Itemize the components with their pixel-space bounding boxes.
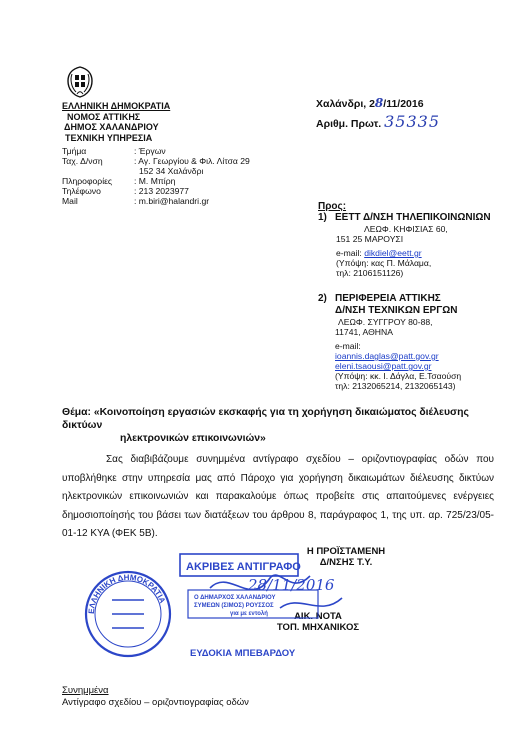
mini-stamp-line-3: για με εντολή (230, 611, 268, 617)
mini-stamp-line-1: Ο ΔΗΜΑΡΧΟΣ ΧΑΛΑΝΔΡΙΟΥ (194, 595, 276, 601)
contact-block (62, 146, 250, 206)
recipient-1 (335, 212, 491, 278)
recipients-heading: Προς: (318, 201, 347, 212)
recipient-1-email-link[interactable]: dikdiel@eett.gr (364, 248, 422, 258)
contact-label: Mail (62, 196, 78, 206)
recipient-2-email-link[interactable]: ioannis.daglas@patt.gov.gr (335, 351, 439, 361)
recipient-2-department: Δ/ΝΣΗ ΤΕΧΝΙΚΩΝ ΕΡΓΩΝ (335, 305, 458, 316)
recipient-1-email-label: e-mail: (336, 248, 365, 258)
contact-row (62, 156, 250, 166)
recipient-1-phone: τηλ: 2106151126) (336, 268, 404, 278)
handwritten-date: 28/11/2016 (248, 576, 335, 594)
date-label: Χαλάνδρι, 2 (316, 98, 375, 110)
issuer-municipality: ΔΗΜΟΣ ΧΑΛΑΝΔΡΙΟΥ (64, 122, 159, 132)
recipient-1-name: ΕΕΤΤ Δ/ΝΣΗ ΤΗΛΕΠΙΚΟΙΝΩΝΙΩΝ (335, 212, 491, 223)
recipient-1-email-line (336, 248, 491, 258)
recipient-1-attention: (Υπόψη: κας Π. Μάλαμα, (336, 258, 432, 268)
body-paragraph: Σας διαβιβάζουμε συνημμένα αντίγραφο σχεδίου – οριζοντιογραφίας οδών που υποβλήθηκε στην υπηρεσία μας από Πάροχο για χορήγηση δικαιωμάτων διέλευσης δικτύων ηλεκτρονικών επικοινωνιών και παρακαλούμε όπως προβείτε στις απαιτούμενες ενέργειες δημοσιοποίησής του βάσει των διατάξεων του άρθρου 8, παράγραφος 1, της υπ. αρ. 725/23/05-01-12 ΚΥΑ (ΦΕΚ 5Β). (62, 454, 494, 539)
recipient-2-address-line: 11741, ΑΘΗΝΑ (335, 327, 393, 337)
protocol-number-handwritten: 35335 (384, 112, 441, 131)
recipient-1-address (335, 224, 491, 278)
date-line (316, 96, 424, 110)
seal-ring-text: ΕΛΛΗΝΙΚΗ ΔΗΜΟΚΡΑΤΙΑ (86, 572, 168, 615)
contact-row (62, 186, 250, 196)
protocol-label: Αριθμ. Πρωτ. (316, 118, 382, 130)
greek-emblem-icon (62, 64, 98, 100)
contact-value: : 213 2023977 (134, 186, 189, 196)
subject-label: Θέμα: (62, 407, 94, 418)
recipient-2-phone: τηλ: 2132065214, 2132065143) (335, 381, 456, 391)
signatory-role: ΤΟΠ. ΜΗΧΑΝΙΚΟΣ (276, 622, 360, 633)
recipient-2-number: 2) (318, 293, 327, 304)
issuer-country: ΕΛΛΗΝΙΚΗ ΔΗΜΟΚΡΑΤΙΑ (62, 101, 171, 111)
contact-value: : Μ. Μπίρη (134, 176, 176, 186)
svg-text:ΕΛΛΗΝΙΚΗ ΔΗΜΟΚΡΑΤΙΑ (87, 573, 167, 614)
recipient-2-email-label: e-mail: (335, 341, 361, 351)
issuer-prefecture: ΝΟΜΟΣ ΑΤΤΙΚΗΣ (67, 111, 141, 122)
contact-label: Τμήμα (62, 146, 87, 156)
signatory-name: ΑΙΚ. ΝΟΤΑ (294, 611, 342, 622)
recipient-1-address-line: ΛΕΩΦ. ΚΗΦΙΣΙΑΣ 60, (364, 224, 448, 234)
subject-text-line1: «Κοινοποίηση εργασιών εκσκαφής για τη χορήγηση δικαιώματος διέλευσης δικτύων (62, 407, 469, 431)
recipient-2-email-link[interactable]: eleni.tsaousi@patt.gov.gr (335, 361, 432, 371)
attachments-block (62, 685, 249, 709)
recipient-2 (335, 293, 461, 391)
recipient-2-name: ΠΕΡΙΦΕΡΕΙΑ ΑΤΤΙΚΗΣ (335, 293, 441, 304)
date-handwritten: 8 (374, 96, 384, 110)
recipient-1-number: 1) (318, 212, 327, 223)
contact-row (62, 146, 250, 156)
recipient-1-address-line: 151 25 ΜΑΡΟΥΣΙ (336, 234, 404, 244)
signature-title-line: Δ/ΝΣΗΣ Τ.Υ. (319, 557, 373, 568)
recipient-2-address (335, 317, 461, 391)
mini-stamp-line-2: ΣΥΜΕΩΝ (ΣΙΜΟΣ) ΡΟΥΣΣΟΣ (194, 603, 274, 609)
contact-row (62, 176, 250, 186)
contact-value: : Έργων (134, 146, 166, 156)
signature-title-line: Η ΠΡΟΪΣΤΑΜΕΝΗ (306, 546, 386, 557)
attachment-item: Αντίγραφο σχεδίου – οριζοντιογραφίας οδών (62, 697, 249, 708)
contact-value: 152 34 Χαλάνδρι (139, 166, 204, 176)
official-seal-stamp (80, 548, 380, 678)
subject-block (62, 406, 502, 445)
contact-value: : m.biri@halandri.gr (134, 196, 210, 206)
contact-value: : Αγ. Γεωργίου & Φιλ. Λίτσα 29 (134, 156, 250, 166)
recipient-2-attention: (Υπόψη: κκ. Ι. Δάγλα, Ε.Τσαούση (335, 371, 462, 381)
contact-label: Τηλέφωνο (62, 186, 101, 196)
contact-label: Ταχ. Δ/νση (62, 156, 103, 166)
contact-label (62, 166, 134, 176)
attachments-heading: Συνημμένα (62, 685, 109, 696)
date-rest: /11/2016 (383, 98, 424, 110)
contact-label: Πληροφορίες (62, 176, 113, 186)
issuer-department: ΤΕΧΝΙΚΗ ΥΠΗΡΕΣΙΑ (65, 132, 153, 143)
contact-row (62, 196, 250, 206)
issuer-block (62, 101, 170, 143)
contact-row (62, 166, 250, 176)
protocol-line (316, 112, 440, 131)
copy-stamp-text: ΑΚΡΙΒΕΣ ΑΝΤΙΓΡΑΦΟ (186, 561, 301, 573)
recipient-2-address-line: ΛΕΩΦ. ΣΥΓΓΡΟΥ 80-88, (338, 317, 433, 327)
subject-text-line2: ηλεκτρονικών επικοινωνιών» (120, 433, 266, 444)
subject-line (62, 406, 502, 432)
copy-stamp-name: ΕΥΔΟΚΙΑ ΜΠΕΒΑΡΔΟΥ (190, 648, 296, 659)
